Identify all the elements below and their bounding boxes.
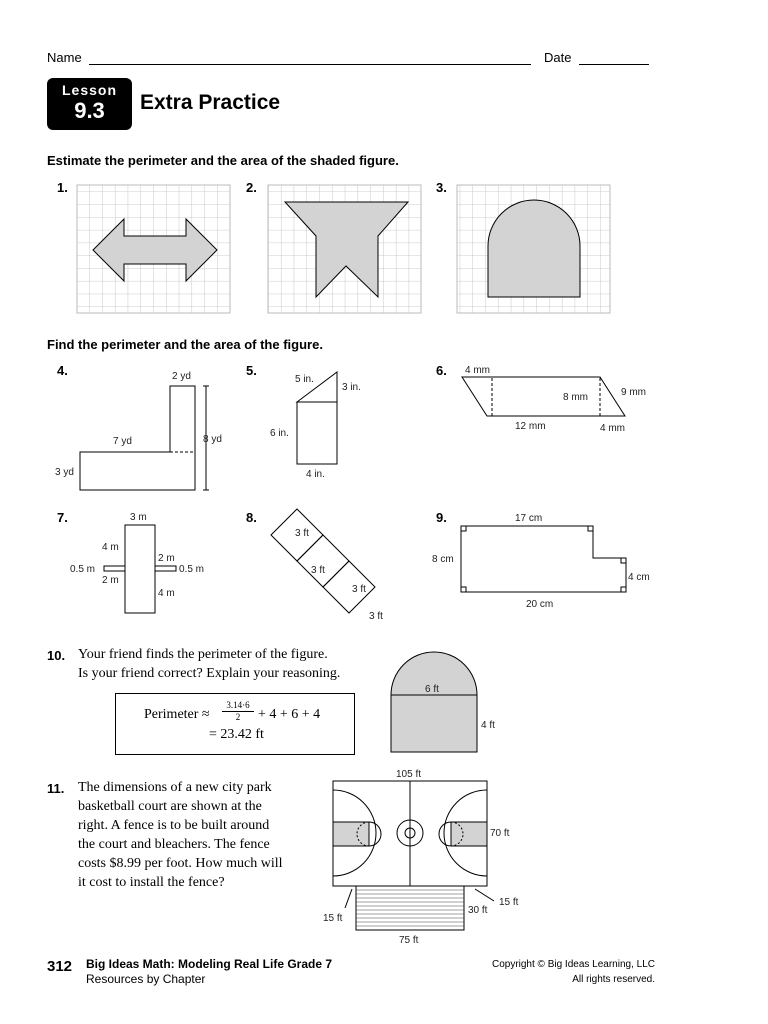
q10-line2: Is your friend correct? Explain your reasoning.	[78, 666, 341, 681]
figure-6	[462, 377, 625, 416]
q11-text	[78, 778, 318, 892]
fig10-label-4ft: 4 ft	[481, 720, 495, 731]
section2-instruction: Find the perimeter and the area of the figure.	[47, 337, 323, 352]
q11-line: right. A fence is to be built around	[78, 818, 270, 833]
grid-figure-3	[457, 185, 610, 313]
problem-number-9: 9.	[436, 510, 447, 525]
fig11-label-70ft: 70 ft	[490, 828, 510, 839]
figure-7	[104, 525, 176, 613]
fig11-label-15ft-right: 15 ft	[499, 897, 519, 908]
q11-line: basketball court are shown at the	[78, 799, 262, 814]
formula-fraction	[222, 700, 254, 723]
fig6-label-12mm: 12 mm	[515, 421, 546, 432]
fig7-label-05m-right: 0.5 m	[179, 564, 205, 575]
figure-10	[391, 652, 477, 752]
fig7-label-05m-left: 0.5 m	[70, 564, 96, 575]
fig7-label-2m-right: 2 m	[158, 553, 175, 564]
fig6-label-4mm-bottom: 4 mm	[600, 423, 625, 434]
fig7-label-3m: 3 m	[130, 512, 147, 523]
fig8-label-1: 3 ft	[295, 528, 309, 539]
grid-figure-1	[77, 185, 230, 313]
figure-5	[297, 372, 337, 464]
fig11-label-75ft: 75 ft	[399, 935, 419, 946]
fig6-label-4mm-top: 4 mm	[465, 365, 490, 376]
problem-number-6: 6.	[436, 363, 447, 378]
q11-line: it cost to install the fence?	[78, 875, 225, 890]
fig5-label-3in: 3 in.	[342, 382, 361, 393]
fig6-label-9mm: 9 mm	[621, 387, 646, 398]
rights: All rights reserved.	[572, 974, 655, 985]
book-title: Big Ideas Math: Modeling Real Life Grade 7	[86, 957, 333, 971]
fig9-label-20cm: 20 cm	[526, 599, 554, 610]
arch-shape	[488, 200, 580, 297]
fig4-label-2yd: 2 yd	[172, 371, 191, 382]
page-number: 312	[47, 958, 73, 975]
fig8-label-3: 3 ft	[352, 584, 366, 595]
name-label: Name	[47, 50, 82, 65]
fig4-label-7yd: 7 yd	[113, 436, 132, 447]
fig4-label-3yd: 3 yd	[55, 467, 74, 478]
q11-line: The dimensions of a new city park	[78, 780, 272, 795]
section1-instruction: Estimate the perimeter and the area of the shaded figure.	[47, 153, 399, 168]
fig6-label-8mm: 8 mm	[563, 392, 588, 403]
q11-line: the court and bleachers. The fence	[78, 837, 270, 852]
problem-number-1: 1.	[57, 180, 68, 195]
figure-8	[271, 509, 375, 613]
fig7-label-4m-right: 4 m	[158, 588, 175, 599]
problem-number-8: 8.	[246, 510, 257, 525]
copyright: Copyright © Big Ideas Learning, LLC	[491, 959, 655, 970]
fig4-label-8yd: 8 yd	[203, 434, 222, 445]
formula-prefix: Perimeter ≈	[144, 707, 210, 722]
fig7-label-2m-left: 2 m	[102, 575, 119, 586]
fig5-label-5in: 5 in.	[295, 374, 314, 385]
q11-line: costs $8.99 per foot. How much will	[78, 856, 283, 871]
problem-number-10: 10.	[47, 648, 66, 663]
lesson-word: Lesson	[61, 82, 117, 98]
fig10-label-6ft: 6 ft	[425, 684, 439, 695]
lesson-number: 9.3	[74, 98, 105, 123]
figure-4	[80, 386, 209, 490]
fig9-label-8cm: 8 cm	[432, 554, 454, 565]
fig11-label-105ft: 105 ft	[396, 769, 422, 780]
page-title: Extra Practice	[140, 91, 281, 114]
problem-number-7: 7.	[57, 510, 68, 525]
problem-number-11: 11.	[47, 781, 65, 796]
problem-number-5: 5.	[246, 363, 257, 378]
date-label: Date	[544, 50, 572, 65]
fig8-label-4: 3 ft	[369, 611, 383, 622]
fig8-label-2: 3 ft	[311, 565, 325, 576]
formula-result: = 23.42 ft	[209, 727, 264, 742]
friend-answer-box	[115, 693, 355, 755]
fig9-label-4cm: 4 cm	[628, 572, 650, 583]
fig9-label-17cm: 17 cm	[515, 513, 543, 524]
fig5-label-4in: 4 in.	[306, 469, 325, 480]
grid-figure-2	[268, 185, 421, 313]
fig11-label-15ft-left: 15 ft	[323, 913, 343, 924]
fraction-numerator: 3.14·6	[222, 700, 254, 712]
figure-9	[461, 526, 626, 592]
book-subtitle: Resources by Chapter	[86, 972, 206, 986]
problem-number-4: 4.	[57, 363, 68, 378]
fig5-label-6in: 6 in.	[270, 428, 289, 439]
fig7-label-4m-left: 4 m	[102, 542, 119, 553]
fig11-label-30ft: 30 ft	[468, 905, 488, 916]
problem-number-2: 2.	[246, 180, 257, 195]
fraction-denominator: 2	[235, 712, 241, 722]
q10-line1: Your friend finds the perimeter of the figure.	[78, 647, 328, 662]
formula-suffix: + 4 + 6 + 4	[258, 707, 321, 722]
problem-number-3: 3.	[436, 180, 447, 195]
